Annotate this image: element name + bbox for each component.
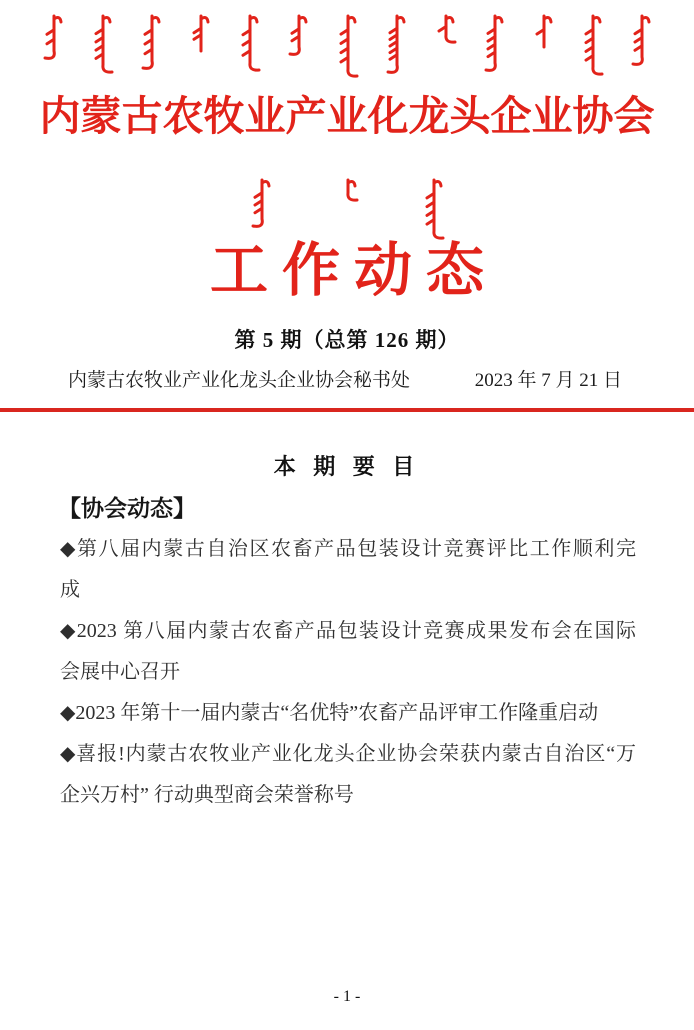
issue-number: 第 5 期（总第 126 期） (234, 328, 460, 352)
mongolian-word-glyph (249, 178, 273, 233)
mongolian-word-glyph (482, 14, 506, 77)
mongolian-word-glyph (421, 178, 445, 245)
publisher: 内蒙古农牧业产业化龙头企业协会秘书处 (68, 370, 411, 391)
toc-title: 本 期 要 目 (273, 454, 421, 479)
mongolian-word-glyph (41, 14, 65, 65)
toc-item-line: 成 (60, 579, 80, 601)
doc-title: 工作动态 (209, 238, 498, 303)
toc-item-line: 会展中心召开 (60, 661, 180, 683)
toc-item-line: 企兴万村” 行动典型商会荣誉称号 (60, 784, 354, 806)
mongolian-word-glyph (433, 14, 457, 49)
toc-item (60, 529, 636, 611)
toc-item-line: ◆2023 第八届内蒙古农畜产品包装设计竞赛成果发布会在国际 (60, 620, 636, 642)
toc-item (60, 611, 636, 693)
mongolian-word-glyph (335, 14, 359, 83)
mongolian-script-subtitle (0, 178, 694, 234)
page-number: - 1 - (333, 988, 361, 1005)
toc-item (60, 734, 636, 816)
publisher-line (0, 368, 694, 394)
toc-item-line: ◆喜报!内蒙古农牧业产业化龙头企业协会荣获内蒙古自治区“万 (60, 743, 636, 765)
publish-date: 2023 年 7 月 21 日 (474, 370, 622, 391)
toc-item (60, 693, 636, 734)
mongolian-word-glyph (139, 14, 163, 75)
mongolian-word-glyph (90, 14, 114, 79)
toc-list (0, 529, 694, 816)
mongolian-script-banner (0, 14, 694, 80)
mongolian-word-glyph (580, 14, 604, 81)
divider-rule (0, 408, 694, 412)
mongolian-word-glyph (286, 14, 310, 61)
org-title: 内蒙古农牧业产业化龙头企业协会 (39, 93, 655, 139)
mongolian-word-glyph (629, 14, 653, 71)
toc-item-line: ◆2023 年第十一届内蒙古“名优特”农畜产品评审工作隆重启动 (60, 702, 599, 724)
mongolian-word-glyph (531, 14, 555, 55)
mongolian-word-glyph (188, 14, 212, 59)
mongolian-word-glyph (237, 14, 261, 77)
toc-item-line: ◆第八届内蒙古自治区农畜产品包装设计竞赛评比工作顺利完 (60, 538, 636, 560)
mongolian-word-glyph (335, 178, 359, 207)
toc-section-label: 【协会动态】 (58, 495, 196, 521)
mongolian-word-glyph (384, 14, 408, 79)
